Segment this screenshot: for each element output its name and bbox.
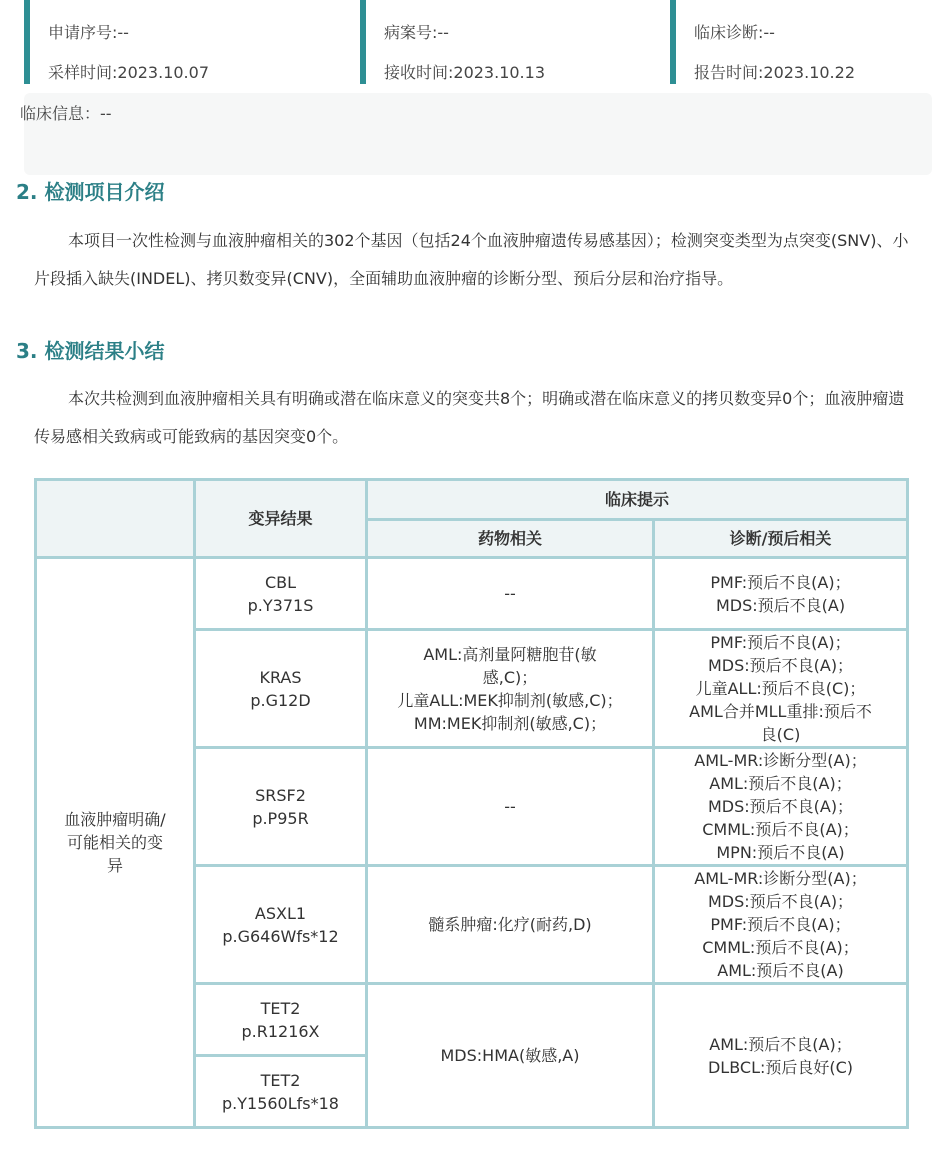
section-3-title: 3. 检测结果小结 bbox=[16, 339, 165, 363]
info-block-2 bbox=[360, 0, 670, 84]
receive-time: 接收时间:2023.10.13 bbox=[384, 63, 546, 82]
diag-cell: AML-MR:诊断分型(A)； MDS:预后不良(A)； PMF:预后不良(A)； CMML:预后不良(A)； AML:预后不良(A) bbox=[654, 866, 908, 984]
header-variant: 变异结果 bbox=[195, 480, 367, 558]
variant-cell: SRSF2 p.P95R bbox=[195, 748, 367, 866]
diag-cell: PMF:预后不良(A)； MDS:预后不良(A)； 儿童ALL:预后不良(C)； AML合并MLL重排:预后不 良(C) bbox=[654, 630, 908, 748]
diag-cell: AML:预后不良(A)； DLBCL:预后良好(C) bbox=[654, 984, 908, 1128]
header-clinical: 临床提示 bbox=[367, 480, 908, 520]
drug-cell: MDS:HMA(敏感,A) bbox=[367, 984, 654, 1128]
table-row bbox=[36, 558, 908, 630]
variant-cell: TET2 p.R1216X bbox=[195, 984, 367, 1056]
case-no: 病案号:-- bbox=[384, 23, 449, 42]
section-2-title: 2. 检测项目介绍 bbox=[16, 180, 165, 204]
info-block-1 bbox=[24, 0, 354, 84]
header-diag: 诊断/预后相关 bbox=[654, 520, 908, 558]
group-label: 血液肿瘤明确/ 可能相关的变 异 bbox=[36, 558, 195, 1128]
header-drug: 药物相关 bbox=[367, 520, 654, 558]
report-time: 报告时间:2023.10.22 bbox=[694, 63, 856, 82]
drug-cell: -- bbox=[367, 558, 654, 630]
section-2-paragraph: 本项目一次性检测与血液肿瘤相关的302个基因（包括24个血液肿瘤遗传易感基因）；检测突变类型为点突变(SNV)、小片段插入缺失(INDEL)、拷贝数变异(CNV)，全面辅助血液肿瘤的诊断分型、预后分层和治疗指导。 bbox=[34, 231, 909, 288]
application-no: 申请序号:-- bbox=[48, 23, 129, 42]
section-3-paragraph: 本次共检测到血液肿瘤相关具有明确或潜在临床意义的突变共8个；明确或潜在临床意义的拷贝数变异0个；血液肿瘤遗传易感相关致病或可能致病的基因突变0个。 bbox=[34, 389, 905, 446]
diag-cell: AML-MR:诊断分型(A)； AML:预后不良(A)； MDS:预后不良(A)； CMML:预后不良(A)； MPN:预后不良(A) bbox=[654, 748, 908, 866]
variant-cell: KRAS p.G12D bbox=[195, 630, 367, 748]
info-block-3 bbox=[670, 0, 930, 84]
variant-cell: CBL p.Y371S bbox=[195, 558, 367, 630]
sampling-time: 采样时间:2023.10.07 bbox=[48, 63, 210, 82]
variant-cell: ASXL1 p.G646Wfs*12 bbox=[195, 866, 367, 984]
diag-cell: PMF:预后不良(A)； MDS:预后不良(A) bbox=[654, 558, 908, 630]
drug-cell: -- bbox=[367, 748, 654, 866]
results-table bbox=[34, 478, 909, 1129]
header-empty-cell bbox=[36, 480, 195, 558]
clinical-info-box bbox=[24, 93, 932, 175]
clinical-info: 临床信息：-- bbox=[20, 104, 112, 123]
variant-cell: TET2 p.Y1560Lfs*18 bbox=[195, 1056, 367, 1128]
drug-cell: AML:高剂量阿糖胞苷(敏 感,C)； 儿童ALL:MEK抑制剂(敏感,C)； MM:MEK抑制剂(敏感,C)； bbox=[367, 630, 654, 748]
drug-cell: 髓系肿瘤:化疗(耐药,D) bbox=[367, 866, 654, 984]
diagnosis: 临床诊断:-- bbox=[694, 23, 775, 42]
